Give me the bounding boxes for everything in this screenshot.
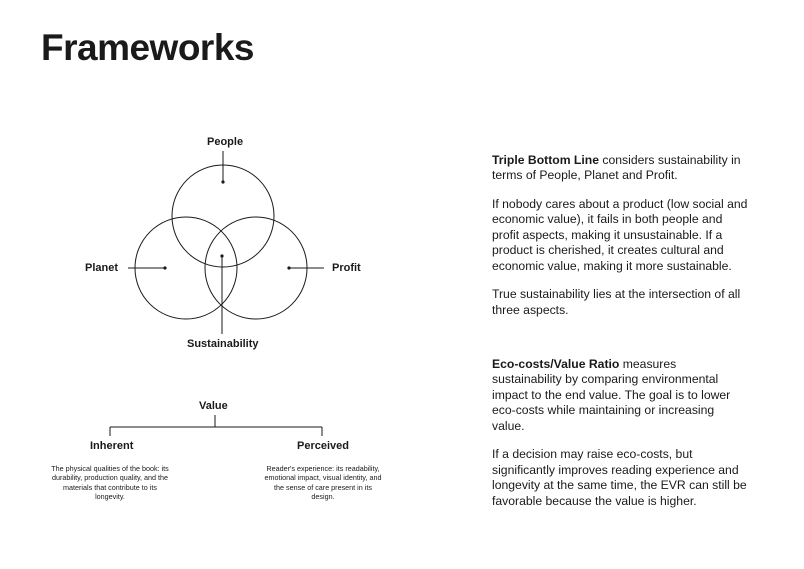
venn-label-people: People [207,136,244,148]
venn-label-planet: Planet [85,262,119,274]
tbl-paragraph-2: True sustainability lies at the intersection of all three aspects. [492,287,741,317]
dot-planet [163,266,166,269]
dot-people [221,180,224,183]
tbl-section [492,153,748,331]
value-tree-root: Value [199,400,228,412]
tbl-paragraph-1: If nobody cares about a product (low social and economic value), it fails in both people and profit aspects, making it unsustainable. If a product is cherished, it creates cultural and economic value, making it more sustainable. [492,196,748,273]
page-title: Frameworks [41,27,254,68]
venn-label-profit: Profit [332,262,361,274]
evr-lead-paragraph [492,357,748,434]
dot-sustainability [220,254,223,257]
tbl-heading: Triple Bottom Line [492,153,599,167]
branch-desc-perceived: Reader's experience: its readability, emotional impact, visual identity, and the sense of care present in its design. [264,464,382,502]
venn-label-sustainability: Sustainability [187,338,259,350]
evr-lead: measures sustainability by comparing environmental impact to the end value. The goal is to lower eco-costs while maintaining or increasing value. [492,357,731,433]
branch-label-inherent: Inherent [90,440,134,452]
branch-label-perceived: Perceived [297,440,349,452]
evr-section [492,357,748,522]
tbl-lead: considers sustainability in terms of People, Planet and Profit. [492,153,741,183]
evr-paragraph-1: If a decision may raise eco-costs, but significantly improves reading experience and longevity at the same time, the EVR can still be favorable because the value is higher. [492,447,747,508]
dot-profit [287,266,290,269]
evr-heading: Eco-costs/Value Ratio [492,357,620,371]
tbl-lead-paragraph [492,153,748,184]
branch-desc-inherent: The physical qualities of the book: its durability, production quality, and the materials that contribute to its longevity. [51,464,169,502]
